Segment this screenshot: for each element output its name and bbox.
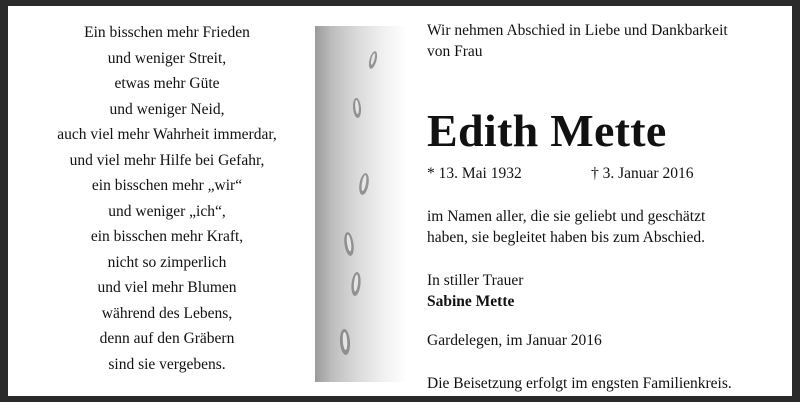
burial-note: Die Beisetzung erfolgt im engsten Familienkreis.: [427, 375, 732, 392]
intro-text: [427, 20, 728, 62]
intro-line: Wir nehmen Abschied in Liebe und Dankbarkeit: [427, 22, 728, 39]
poem-line: Ein bisschen mehr Frieden: [84, 24, 250, 41]
birth-date: * 13. Mai 1932: [427, 165, 522, 182]
poem-line: denn auf den Gräbern: [99, 330, 235, 347]
poem-line: sind sie vergebens.: [108, 355, 226, 373]
intro-line: von Frau: [427, 43, 483, 60]
poem-line: und weniger „ich“,: [108, 202, 226, 220]
poem: [26, 20, 308, 377]
mention-line: im Namen aller, die sie geliebt und geschätzt: [427, 208, 706, 225]
mention-line: haben, sie begleitet haben bis zum Abschied.: [427, 229, 706, 246]
deceased-name: Edith Mette: [427, 105, 667, 156]
footprints-in-sand-icon: [315, 26, 407, 382]
mourners: [427, 270, 523, 312]
poem-line: ein bisschen mehr „wir“: [91, 177, 243, 194]
poem-line: ein bisschen mehr Kraft,: [90, 228, 244, 245]
place-date: Gardelegen, im Januar 2016: [427, 332, 602, 349]
life-dates: [427, 163, 787, 184]
poem-line: und viel mehr Blumen: [97, 279, 237, 296]
poem-line: während des Lebens,: [101, 304, 233, 322]
poem-line: nicht so zimperlich: [107, 253, 227, 271]
poem-line: auch viel mehr Wahrheit immerdar,: [57, 126, 277, 143]
death-date: † 3. Januar 2016: [591, 165, 694, 182]
poem-line: und weniger Neid,: [109, 100, 225, 118]
poem-line: und weniger Streit,: [107, 49, 227, 67]
mourner-name: Sabine Mette: [427, 293, 515, 310]
poem-line: und viel mehr Hilfe bei Gefahr,: [69, 151, 265, 169]
mention-text: [427, 206, 705, 248]
poem-line: etwas mehr Güte: [114, 75, 220, 92]
obituary-card: [8, 6, 792, 396]
mourning-label: In stiller Trauer: [427, 272, 524, 289]
